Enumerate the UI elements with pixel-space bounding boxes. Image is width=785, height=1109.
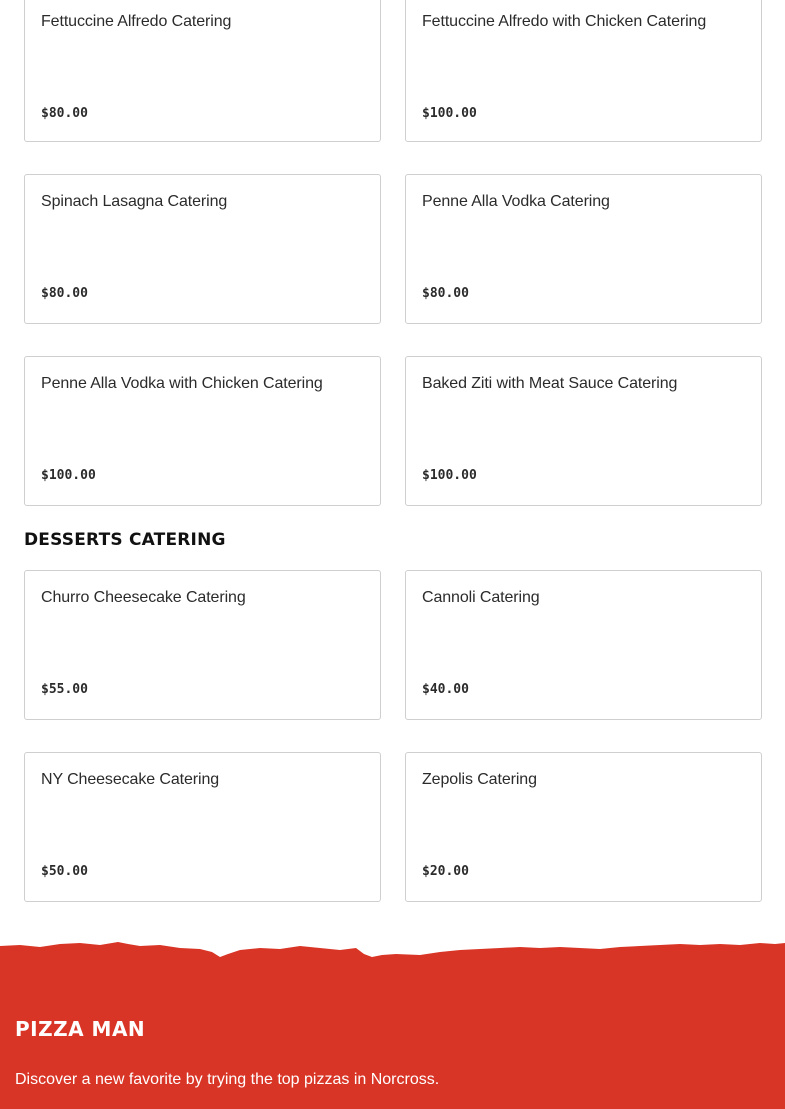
site-footer: [0, 930, 785, 1109]
menu-item-price: $80.00: [422, 286, 469, 301]
menu-item-price: $55.00: [41, 682, 88, 697]
menu-item-name: Zepolis Catering: [422, 771, 537, 788]
menu-item-name: NY Cheesecake Catering: [41, 771, 220, 788]
menu-item-name: Penne Alla Vodka Catering: [422, 193, 610, 210]
footer-tagline: Discover a new favorite by trying the top pizzas in Norcross.: [15, 1071, 440, 1088]
menu-item-card[interactable]: [405, 0, 762, 142]
menu-item-card[interactable]: [24, 752, 381, 902]
menu-item-price: $80.00: [41, 286, 88, 301]
menu-item-card[interactable]: [405, 752, 762, 902]
menu-item-name: Penne Alla Vodka with Chicken Catering: [41, 375, 323, 392]
menu-item-price: $100.00: [41, 468, 96, 483]
menu-item-card[interactable]: [405, 356, 762, 506]
menu-item-name: Fettuccine Alfredo Catering: [41, 13, 232, 30]
menu-item-card[interactable]: [24, 570, 381, 720]
menu-item-card[interactable]: [24, 0, 381, 142]
menu-item-name: Fettuccine Alfredo with Chicken Catering: [422, 13, 707, 30]
menu-item-price: $80.00: [41, 106, 88, 121]
menu-item-price: $50.00: [41, 864, 88, 879]
menu-item-card[interactable]: [405, 570, 762, 720]
menu-item-card[interactable]: [24, 356, 381, 506]
menu-item-card[interactable]: [405, 174, 762, 324]
menu-item-price: $20.00: [422, 864, 469, 879]
menu-item-name: Cannoli Catering: [422, 589, 540, 606]
menu-item-name: Baked Ziti with Meat Sauce Catering: [422, 375, 678, 392]
menu-item-price: $100.00: [422, 106, 477, 121]
footer-brand-name: PIZZA MAN: [15, 1017, 146, 1041]
section-title-desserts: DESSERTS CATERING: [24, 530, 226, 550]
menu-item-card[interactable]: [24, 174, 381, 324]
menu-item-price: $100.00: [422, 468, 477, 483]
menu-item-price: $40.00: [422, 682, 469, 697]
menu-item-name: Churro Cheesecake Catering: [41, 589, 246, 606]
menu-item-name: Spinach Lasagna Catering: [41, 193, 228, 210]
